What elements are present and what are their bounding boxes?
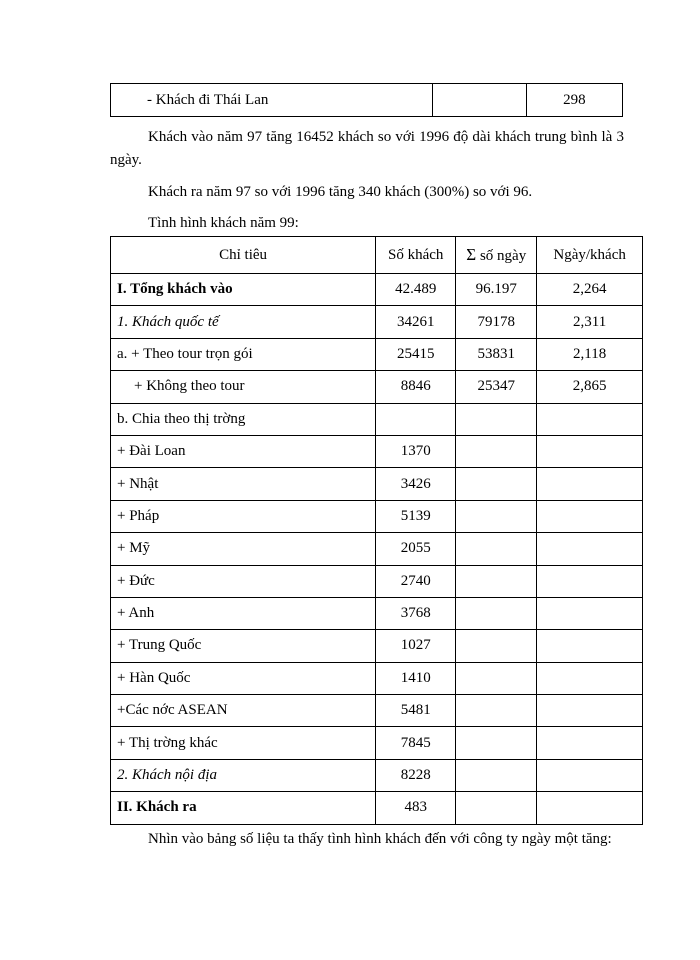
- cell-ngay-khach: [537, 695, 643, 727]
- row-label: a. + Theo tour trọn gói: [111, 338, 376, 370]
- cell-ngay-khach: [537, 662, 643, 694]
- row-label: + Anh: [111, 597, 376, 629]
- cell-so-ngay: [456, 403, 537, 435]
- cell-so-ngay: [456, 468, 537, 500]
- cell-so-khach: 5481: [376, 695, 456, 727]
- paragraph-arrivals-97: Khách vào năm 97 tăng 16452 khách so với 1996 độ dài khách trung bình là 3 ngày.: [110, 129, 624, 168]
- table-row: [111, 695, 643, 727]
- cell-ngay-khach: 2,865: [537, 371, 643, 403]
- thailand-summary-table: [110, 83, 623, 117]
- cell-so-khach: 42.489: [376, 274, 456, 306]
- table-row: [111, 306, 643, 338]
- table-row: [111, 403, 643, 435]
- header-so-ngay-label: số ngày: [479, 248, 527, 264]
- cell-so-ngay: [456, 759, 537, 791]
- table-row: [111, 662, 643, 694]
- empty-cell: [432, 84, 526, 117]
- row-label: + Hàn Quốc: [111, 662, 376, 694]
- cell-so-khach: 1027: [376, 630, 456, 662]
- cell-so-khach: 25415: [376, 338, 456, 370]
- cell-ngay-khach: [537, 435, 643, 467]
- row-label: + Nhật: [111, 468, 376, 500]
- table-row: [111, 759, 643, 791]
- table-row: [111, 533, 643, 565]
- cell-ngay-khach: [537, 630, 643, 662]
- header-ngay-khach: Ngày/khách: [537, 237, 643, 274]
- cell-ngay-khach: 2,118: [537, 338, 643, 370]
- table-row: [111, 371, 643, 403]
- thailand-label-cell: - Khách đi Thái Lan: [111, 84, 433, 117]
- row-label: 1. Khách quốc tế: [111, 306, 376, 338]
- table-row: [111, 500, 643, 532]
- row-label: I. Tổng khách vào: [111, 274, 376, 306]
- table-row: [111, 792, 643, 824]
- cell-so-ngay: [456, 630, 537, 662]
- row-label: b. Chia theo thị trờng: [111, 403, 376, 435]
- cell-so-ngay: [456, 565, 537, 597]
- sigma-symbol: Σ: [466, 245, 477, 264]
- cell-so-khach: 3768: [376, 597, 456, 629]
- cell-so-khach: 1410: [376, 662, 456, 694]
- row-label: + Mỹ: [111, 533, 376, 565]
- cell-so-ngay: [456, 792, 537, 824]
- header-so-ngay: [456, 237, 537, 274]
- cell-so-ngay: 53831: [456, 338, 537, 370]
- row-label: + Trung Quốc: [111, 630, 376, 662]
- paragraph-table-intro: Tình hình khách năm 99:: [148, 215, 299, 231]
- guest-statistics-table: [110, 236, 643, 825]
- cell-so-khach: 5139: [376, 500, 456, 532]
- cell-so-ngay: [456, 662, 537, 694]
- row-label: + Pháp: [111, 500, 376, 532]
- paragraph-departures-97: Khách ra năm 97 so với 1996 tăng 340 khách (300%) so với 96.: [148, 184, 533, 200]
- cell-so-ngay: [456, 500, 537, 532]
- row-label: 2. Khách nội địa: [111, 759, 376, 791]
- cell-ngay-khach: [537, 792, 643, 824]
- cell-ngay-khach: [537, 468, 643, 500]
- row-label: +Các nớc ASEAN: [111, 695, 376, 727]
- cell-so-khach: 1370: [376, 435, 456, 467]
- table-row: [111, 468, 643, 500]
- header-chi-tieu: Chỉ tiêu: [111, 237, 376, 274]
- table-row: [111, 565, 643, 597]
- cell-ngay-khach: 2,311: [537, 306, 643, 338]
- cell-so-khach: 8846: [376, 371, 456, 403]
- row-label: + Đài Loan: [111, 435, 376, 467]
- cell-so-khach: 34261: [376, 306, 456, 338]
- table-row: [111, 435, 643, 467]
- header-so-khach: Số khách: [376, 237, 456, 274]
- cell-so-khach: [376, 403, 456, 435]
- table-row: [111, 727, 643, 759]
- cell-so-ngay: [456, 727, 537, 759]
- cell-so-ngay: [456, 435, 537, 467]
- row-label: + Không theo tour: [111, 371, 376, 403]
- table-row: [111, 338, 643, 370]
- paragraph-conclusion: Nhìn vào bảng số liệu ta thấy tình hình khách đến với công ty ngày một tăng:: [148, 831, 612, 847]
- row-label: + Đức: [111, 565, 376, 597]
- cell-ngay-khach: 2,264: [537, 274, 643, 306]
- table-header-row: [111, 237, 643, 274]
- cell-so-khach: 3426: [376, 468, 456, 500]
- cell-so-ngay: [456, 695, 537, 727]
- cell-so-ngay: 96.197: [456, 274, 537, 306]
- cell-so-khach: 2740: [376, 565, 456, 597]
- cell-so-khach: 483: [376, 792, 456, 824]
- cell-so-ngay: [456, 533, 537, 565]
- cell-so-ngay: 25347: [456, 371, 537, 403]
- cell-ngay-khach: [537, 565, 643, 597]
- row-label: II. Khách ra: [111, 792, 376, 824]
- cell-ngay-khach: [537, 403, 643, 435]
- row-label: + Thị trờng khác: [111, 727, 376, 759]
- table-row: [111, 84, 623, 117]
- cell-so-ngay: [456, 597, 537, 629]
- cell-ngay-khach: [537, 727, 643, 759]
- table-row: [111, 630, 643, 662]
- thailand-value-cell: 298: [526, 84, 622, 117]
- cell-ngay-khach: [537, 759, 643, 791]
- cell-so-khach: 8228: [376, 759, 456, 791]
- table-row: [111, 597, 643, 629]
- cell-ngay-khach: [537, 500, 643, 532]
- cell-so-khach: 7845: [376, 727, 456, 759]
- cell-ngay-khach: [537, 533, 643, 565]
- table-row: [111, 274, 643, 306]
- cell-ngay-khach: [537, 597, 643, 629]
- cell-so-khach: 2055: [376, 533, 456, 565]
- cell-so-ngay: 79178: [456, 306, 537, 338]
